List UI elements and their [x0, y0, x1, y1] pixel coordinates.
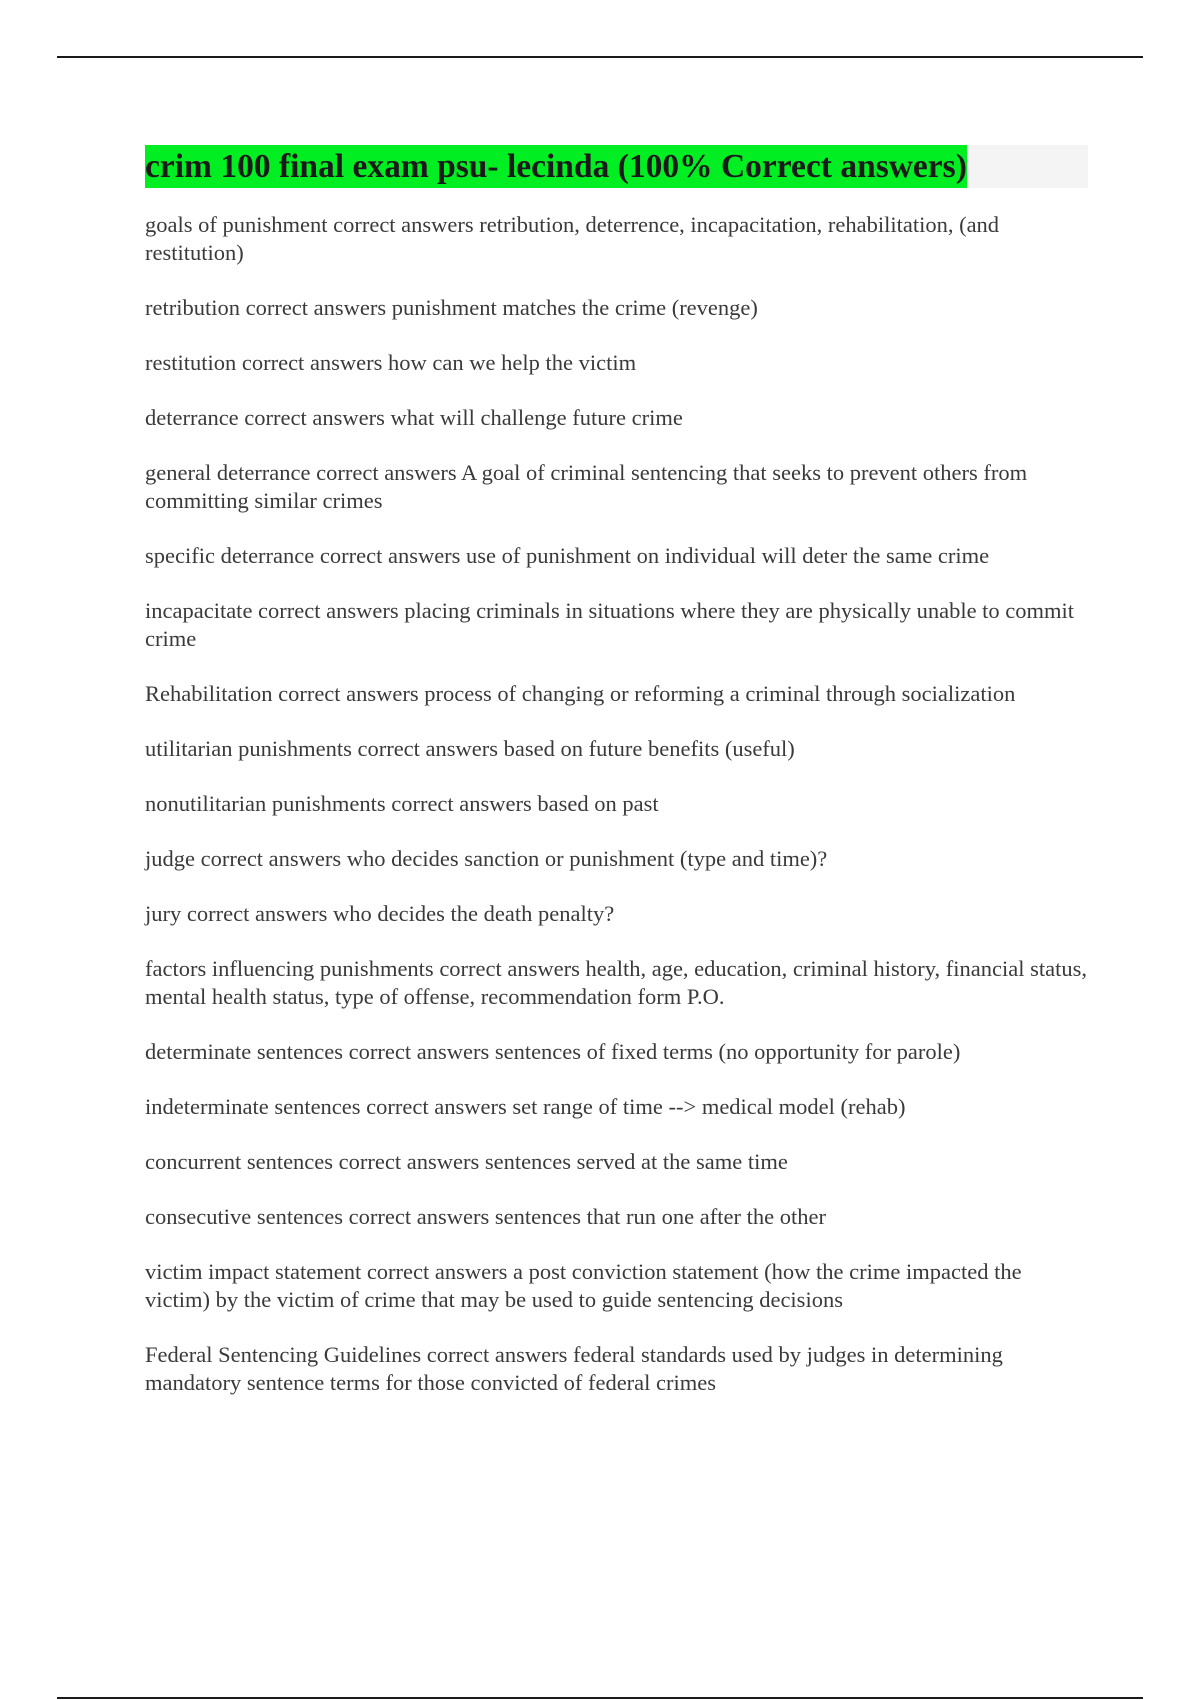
qa-entry: deterrance correct answers what will challenge future crime [145, 405, 683, 430]
document-body [145, 145, 1090, 1424]
qa-entry: incapacitate correct answers placing criminals in situations where they are physically unable to commit crime [145, 598, 1075, 651]
document-title: crim 100 final exam psu- lecinda (100% Correct answers) [145, 145, 967, 188]
qa-entry: retribution correct answers punishment matches the crime (revenge) [145, 295, 758, 320]
qa-entry: specific deterrance correct answers use of punishment on individual will deter the same crime [145, 543, 990, 568]
qa-entry: judge correct answers who decides sanction or punishment (type and time)? [145, 846, 828, 871]
qa-entry: general deterrance correct answers A goal of criminal sentencing that seeks to prevent others from committing similar crimes [145, 460, 1028, 513]
qa-entry: utilitarian punishments correct answers based on future benefits (useful) [145, 736, 795, 761]
qa-entry: Rehabilitation correct answers process of changing or reforming a criminal through socialization [145, 681, 1016, 706]
header-rule [57, 56, 1143, 58]
qa-entry: consecutive sentences correct answers sentences that run one after the other [145, 1204, 826, 1229]
title-bar [145, 145, 1088, 188]
qa-list [145, 211, 1090, 1397]
qa-entry: determinate sentences correct answers sentences of fixed terms (no opportunity for parole) [145, 1039, 961, 1064]
qa-entry: factors influencing punishments correct answers health, age, education, criminal history, financial status, mental health status, type of offense, recommendation form P.O. [145, 956, 1087, 1009]
qa-entry: nonutilitarian punishments correct answers based on past [145, 791, 659, 816]
qa-entry: victim impact statement correct answers a post conviction statement (how the crime impacted the victim) by the victim of crime that may be used to guide sentencing decisions [145, 1259, 1022, 1312]
qa-entry: goals of punishment correct answers retribution, deterrence, incapacitation, rehabilitation, (and restitution) [145, 212, 1000, 265]
qa-entry: jury correct answers who decides the death penalty? [145, 901, 615, 926]
footer-rule [57, 1697, 1143, 1699]
qa-entry: indeterminate sentences correct answers set range of time --> medical model (rehab) [145, 1094, 906, 1119]
qa-entry: restitution correct answers how can we help the victim [145, 350, 637, 375]
qa-entry: concurrent sentences correct answers sentences served at the same time [145, 1149, 788, 1174]
qa-entry: Federal Sentencing Guidelines correct answers federal standards used by judges in determining mandatory sentence terms for those convicted of federal crimes [145, 1342, 1003, 1395]
